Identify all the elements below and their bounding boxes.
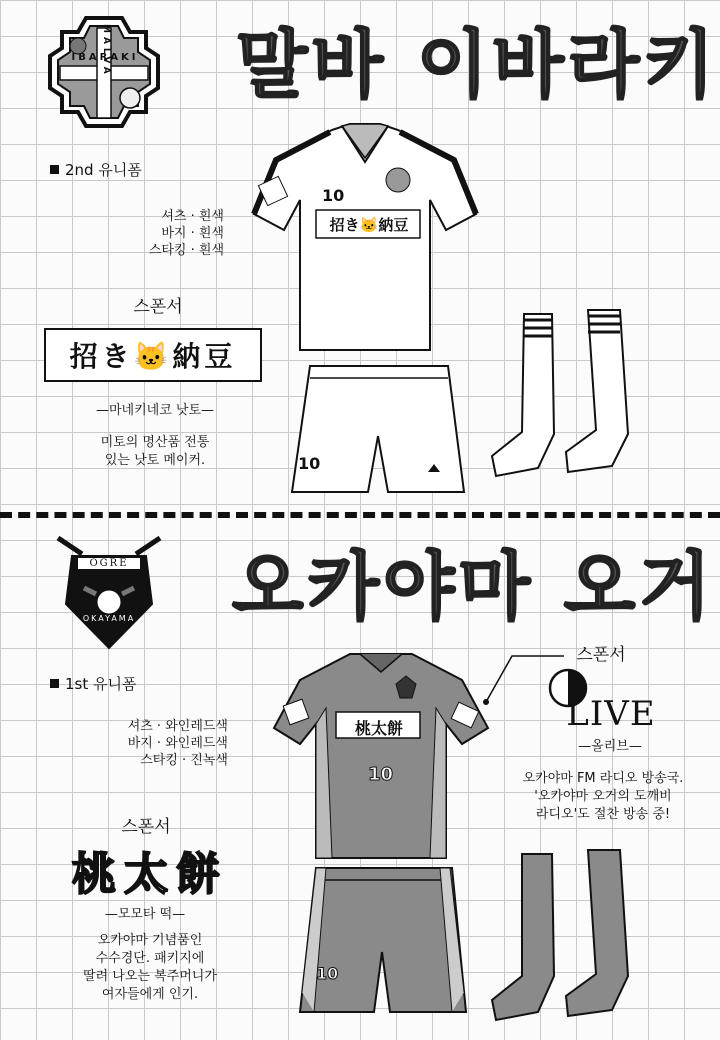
shirt-chest-sponsor-bottom: 桃太餅 [354,719,403,738]
white-shirt-illustration [250,118,480,358]
section-divider [0,512,720,518]
shirt-chest-sponsor-top: 招き🐱納豆 [329,216,409,234]
wine-shirt-illustration [266,648,496,864]
sponsor-desc-line: 미토의 명산품 전통 [100,435,210,450]
sponsor-heading-bottom: 스폰서 [121,817,171,837]
kit-line-socks: 스타킹 · 진녹색 [140,753,228,768]
sponsor2-logo-live: LIVE [566,694,656,734]
sponsor-desc-line: 수수경단. 패키지에 [95,951,205,966]
shorts-number-bottom: 10 [316,964,339,983]
shorts-number-top: 10 [298,454,321,473]
uniform-label-text: 2nd 유니폼 [65,161,142,179]
green-socks-illustration [488,846,668,1026]
uniform-label-1st [50,674,136,694]
uniform-label-text: 1st 유니폼 [65,675,137,693]
bullet-square-icon [50,679,59,688]
sponsor-desc-line: 오카야마 기념품인 [97,933,203,948]
bullet-square-icon [50,165,59,174]
kit-line-shorts: 바지 · 흰색 [161,226,224,241]
kit-colors-top [100,208,224,259]
sponsor-name-bottom: —모모타 떡— [104,907,186,922]
team-title-ogre: 오카야마 오거 [232,544,715,630]
wine-shorts-illustration [296,862,470,1018]
kit-line-shorts: 바지 · 와인레드색 [127,736,228,751]
emblem-text-ogre: OGRE [78,558,140,569]
shirt-number-bottom: 10 [368,764,394,785]
sponsor-desc-line: 여자들에게 인기. [101,987,199,1002]
sponsor-name-top: —마네키네코 낫토— [95,403,215,418]
kit-line-socks: 스타킹 · 흰색 [148,243,224,258]
sponsor-heading-top: 스폰서 [133,297,183,317]
kit-line-shirt: 셔츠 · 흰색 [161,209,224,224]
sponsor2-desc-line: 라디오'도 절찬 방송 중! [535,807,671,822]
shirt-number-top: 10 [322,186,345,205]
sponsor2-desc-line: '오카야마 오거의 도깨비 [534,789,672,804]
sponsor-desc-bottom [50,932,250,1004]
emblem-text-okayama: OKAYAMA [82,614,136,623]
kit-line-shirt: 셔츠 · 와인레드색 [127,719,228,734]
sponsor-logo-text: 招き🐱納豆 [69,340,237,373]
emblem-text-malva: MALVA [101,24,111,78]
sponsor2-name: —올리브— [578,739,642,754]
white-socks-illustration [488,306,668,482]
uniform-label-2nd [50,160,142,180]
sponsor-logo-manekineko [44,328,262,382]
sponsor2-heading: 스폰서 [576,645,626,665]
ogre-emblem [54,528,164,652]
sponsor-desc-top [60,434,250,470]
kit-colors-bottom [92,718,228,769]
sponsor-desc-line: 딸려 나오는 복주머니가 [83,969,217,984]
sponsor-desc-line: 있는 낫토 메이커. [104,453,206,468]
sponsor2-desc-line: 오카야마 FM 라디오 방송국. [522,771,684,786]
emblem-text-ibaraki: IBARAKI [71,52,139,63]
sponsor2-desc [492,770,714,824]
white-shorts-illustration [288,360,468,500]
team-title-malva: 말바 이바라키 [236,22,719,108]
sponsor-logo-momotamochi: 桃太餅 [72,849,228,900]
